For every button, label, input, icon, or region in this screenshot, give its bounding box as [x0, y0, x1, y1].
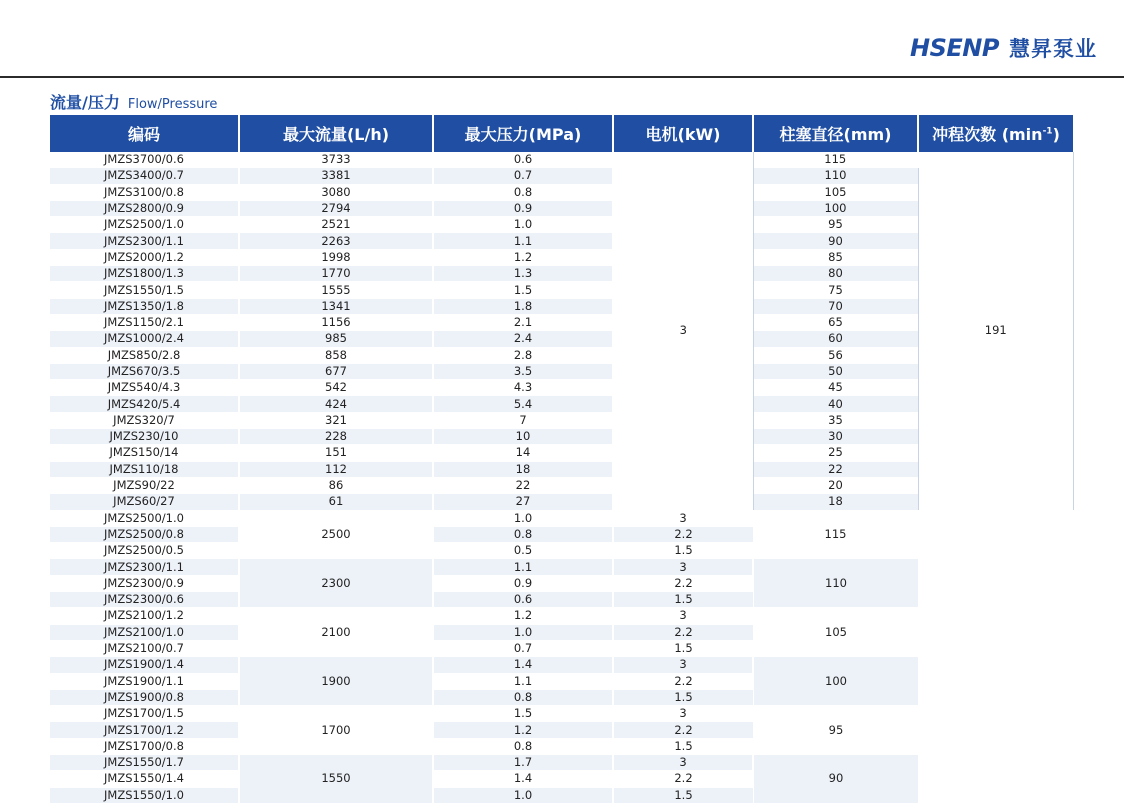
section-title-en: Flow/Pressure — [127, 97, 218, 112]
cell-code: JMZS1000/2.4 — [50, 331, 239, 347]
cell-code: JMZS2500/1.0 — [50, 510, 239, 526]
cell-flow: 2500 — [239, 510, 433, 559]
cell-plunger: 110 — [753, 559, 918, 608]
table-row — [50, 510, 1073, 526]
cell-plunger: 110 — [753, 168, 918, 184]
cell-plunger: 20 — [753, 477, 918, 493]
cell-code: JMZS2300/1.1 — [50, 559, 239, 575]
cell-code: JMZS3700/0.6 — [50, 152, 239, 168]
cell-motor: 1.5 — [613, 738, 753, 754]
cell-pressure: 0.8 — [433, 184, 613, 200]
cell-motor: 3 — [613, 510, 753, 526]
cell-code: JMZS1700/1.2 — [50, 722, 239, 738]
cell-plunger: 90 — [753, 754, 918, 803]
header-motor: 电机(kW) — [613, 115, 753, 152]
cell-motor: 1.5 — [613, 543, 753, 559]
table-body — [50, 152, 1073, 803]
brand-logo — [910, 32, 1097, 64]
cell-code: JMZS150/14 — [50, 445, 239, 461]
cell-motor: 2.2 — [613, 771, 753, 787]
cell-motor: 2.2 — [613, 673, 753, 689]
cell-stroke: 191 — [918, 152, 1073, 510]
cell-code: JMZS850/2.8 — [50, 347, 239, 363]
cell-plunger: 40 — [753, 396, 918, 412]
cell-pressure: 2.8 — [433, 347, 613, 363]
cell-code: JMZS1700/0.8 — [50, 738, 239, 754]
cell-flow: 2794 — [239, 200, 433, 216]
cell-flow: 2300 — [239, 559, 433, 608]
cell-flow: 1156 — [239, 314, 433, 330]
cell-plunger: 105 — [753, 184, 918, 200]
cell-pressure: 0.6 — [433, 152, 613, 168]
cell-code: JMZS110/18 — [50, 461, 239, 477]
cell-plunger: 60 — [753, 331, 918, 347]
cell-code: JMZS1900/0.8 — [50, 689, 239, 705]
cell-code: JMZS2500/1.0 — [50, 217, 239, 233]
cell-pressure: 0.7 — [433, 640, 613, 656]
cell-code: JMZS2300/1.1 — [50, 233, 239, 249]
cell-flow: 2521 — [239, 217, 433, 233]
cell-flow: 3381 — [239, 168, 433, 184]
cell-code: JMZS2500/0.5 — [50, 543, 239, 559]
cell-motor: 1.5 — [613, 592, 753, 608]
cell-flow: 542 — [239, 380, 433, 396]
cell-pressure: 7 — [433, 412, 613, 428]
cell-code: JMZS2300/0.6 — [50, 592, 239, 608]
cell-plunger: 70 — [753, 298, 918, 314]
cell-pressure: 0.9 — [433, 575, 613, 591]
cell-motor: 2.2 — [613, 575, 753, 591]
brand-name-en: HSENP — [910, 34, 999, 62]
cell-plunger: 22 — [753, 461, 918, 477]
header-divider — [0, 76, 1124, 78]
cell-plunger: 30 — [753, 429, 918, 445]
cell-pressure: 1.0 — [433, 624, 613, 640]
cell-pressure: 3.5 — [433, 363, 613, 379]
cell-pressure: 1.0 — [433, 510, 613, 526]
cell-flow: 2100 — [239, 608, 433, 657]
cell-motor: 2.2 — [613, 722, 753, 738]
spec-table — [50, 115, 1074, 804]
cell-plunger: 100 — [753, 200, 918, 216]
cell-pressure: 22 — [433, 477, 613, 493]
cell-flow: 424 — [239, 396, 433, 412]
cell-flow: 61 — [239, 494, 433, 510]
cell-flow: 1900 — [239, 657, 433, 706]
cell-code: JMZS1900/1.4 — [50, 657, 239, 673]
cell-motor: 3 — [613, 706, 753, 722]
section-title — [50, 90, 217, 113]
cell-plunger: 25 — [753, 445, 918, 461]
cell-pressure: 1.1 — [433, 673, 613, 689]
header-stroke: 冲程次数 $(\min^{-1})$ — [918, 115, 1073, 152]
cell-flow: 1998 — [239, 249, 433, 265]
header-flow: 最大流量(L/h) — [239, 115, 433, 152]
cell-code: JMZS2100/0.7 — [50, 640, 239, 656]
cell-motor: 3 — [613, 559, 753, 575]
cell-flow: 3080 — [239, 184, 433, 200]
cell-code: JMZS670/3.5 — [50, 363, 239, 379]
cell-pressure: 0.9 — [433, 200, 613, 216]
cell-pressure: 0.8 — [433, 738, 613, 754]
cell-pressure: 1.0 — [433, 217, 613, 233]
cell-flow: 1341 — [239, 298, 433, 314]
table-header-row — [50, 115, 1073, 152]
cell-flow: 677 — [239, 363, 433, 379]
cell-code: JMZS1550/1.0 — [50, 787, 239, 803]
cell-code: JMZS2800/0.9 — [50, 200, 239, 216]
cell-plunger: 85 — [753, 249, 918, 265]
cell-code: JMZS2100/1.0 — [50, 624, 239, 640]
cell-pressure: 1.4 — [433, 771, 613, 787]
cell-code: JMZS320/7 — [50, 412, 239, 428]
cell-pressure: 1.4 — [433, 657, 613, 673]
cell-plunger: 80 — [753, 266, 918, 282]
cell-motor: 1.5 — [613, 640, 753, 656]
section-title-cn: 流量/压力 — [50, 93, 120, 112]
cell-plunger: 35 — [753, 412, 918, 428]
header-plunger: 柱塞直径(mm) — [753, 115, 918, 152]
cell-flow: 151 — [239, 445, 433, 461]
cell-pressure: 0.5 — [433, 543, 613, 559]
cell-pressure: 1.2 — [433, 608, 613, 624]
cell-code: JMZS1350/1.8 — [50, 298, 239, 314]
cell-flow: 228 — [239, 429, 433, 445]
cell-code: JMZS90/22 — [50, 477, 239, 493]
cell-pressure: 1.5 — [433, 706, 613, 722]
cell-pressure: 1.0 — [433, 787, 613, 803]
cell-motor: 1.5 — [613, 689, 753, 705]
cell-plunger: 95 — [753, 706, 918, 755]
cell-code: JMZS2100/1.2 — [50, 608, 239, 624]
cell-code: JMZS1150/2.1 — [50, 314, 239, 330]
cell-pressure: 0.7 — [433, 168, 613, 184]
cell-code: JMZS2300/0.9 — [50, 575, 239, 591]
cell-pressure: 0.8 — [433, 526, 613, 542]
cell-code: JMZS540/4.3 — [50, 380, 239, 396]
cell-pressure: 10 — [433, 429, 613, 445]
cell-plunger: 56 — [753, 347, 918, 363]
cell-pressure: 2.4 — [433, 331, 613, 347]
cell-plunger: 115 — [753, 510, 918, 559]
cell-code: JMZS1900/1.1 — [50, 673, 239, 689]
cell-code: JMZS2500/0.8 — [50, 526, 239, 542]
cell-plunger: 90 — [753, 233, 918, 249]
cell-plunger: 45 — [753, 380, 918, 396]
cell-code: JMZS60/27 — [50, 494, 239, 510]
cell-plunger: 105 — [753, 608, 918, 657]
cell-code: JMZS1700/1.5 — [50, 706, 239, 722]
cell-code: JMZS1550/1.5 — [50, 282, 239, 298]
cell-plunger: 65 — [753, 314, 918, 330]
cell-pressure: 1.2 — [433, 249, 613, 265]
cell-plunger: 18 — [753, 494, 918, 510]
cell-motor: 2.2 — [613, 526, 753, 542]
cell-pressure: 0.8 — [433, 689, 613, 705]
cell-code: JMZS1550/1.7 — [50, 754, 239, 770]
cell-pressure: 14 — [433, 445, 613, 461]
cell-code: JMZS3400/0.7 — [50, 168, 239, 184]
cell-pressure: 1.7 — [433, 754, 613, 770]
cell-plunger: 115 — [753, 152, 918, 168]
cell-pressure: 1.8 — [433, 298, 613, 314]
cell-pressure: 18 — [433, 461, 613, 477]
cell-code: JMZS1800/1.3 — [50, 266, 239, 282]
cell-flow: 321 — [239, 412, 433, 428]
cell-flow: 3733 — [239, 152, 433, 168]
cell-motor: 3 — [613, 152, 753, 510]
cell-pressure: 1.2 — [433, 722, 613, 738]
cell-pressure: 27 — [433, 494, 613, 510]
cell-flow: 1555 — [239, 282, 433, 298]
cell-motor: 3 — [613, 754, 753, 770]
cell-flow: 112 — [239, 461, 433, 477]
cell-flow: 985 — [239, 331, 433, 347]
cell-code: JMZS3100/0.8 — [50, 184, 239, 200]
cell-plunger: 100 — [753, 657, 918, 706]
cell-plunger: 95 — [753, 217, 918, 233]
cell-motor: 2.2 — [613, 624, 753, 640]
cell-flow: 2263 — [239, 233, 433, 249]
cell-code: JMZS420/5.4 — [50, 396, 239, 412]
cell-motor: 3 — [613, 657, 753, 673]
cell-pressure: 5.4 — [433, 396, 613, 412]
cell-pressure: 2.1 — [433, 314, 613, 330]
header-code: 编码 — [50, 115, 239, 152]
cell-motor: 1.5 — [613, 787, 753, 803]
cell-plunger: 50 — [753, 363, 918, 379]
table-row — [50, 152, 1073, 168]
cell-flow: 86 — [239, 477, 433, 493]
cell-code: JMZS1550/1.4 — [50, 771, 239, 787]
cell-pressure: 1.1 — [433, 559, 613, 575]
cell-flow: 858 — [239, 347, 433, 363]
cell-code: JMZS230/10 — [50, 429, 239, 445]
cell-flow: 1770 — [239, 266, 433, 282]
header-pressure: 最大压力(MPa) — [433, 115, 613, 152]
cell-motor: 3 — [613, 608, 753, 624]
cell-stroke-empty — [918, 510, 1073, 803]
cell-pressure: 4.3 — [433, 380, 613, 396]
brand-name-cn: 慧昇泵业 — [1008, 37, 1097, 61]
cell-flow: 1700 — [239, 706, 433, 755]
cell-pressure: 1.5 — [433, 282, 613, 298]
cell-plunger: 75 — [753, 282, 918, 298]
cell-flow: 1550 — [239, 754, 433, 803]
cell-pressure: 0.6 — [433, 592, 613, 608]
cell-pressure: 1.1 — [433, 233, 613, 249]
cell-pressure: 1.3 — [433, 266, 613, 282]
cell-code: JMZS2000/1.2 — [50, 249, 239, 265]
